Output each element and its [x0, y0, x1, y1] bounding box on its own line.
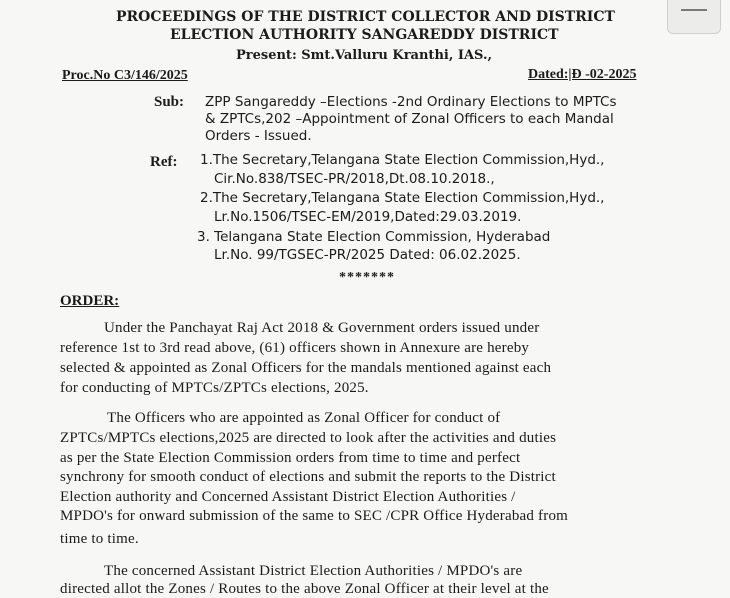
proceeding-number: Proc.No C3/146/2025: [62, 68, 188, 83]
header-line-2: ELECTION AUTHORITY SANGAREDDY DISTRICT: [170, 27, 559, 43]
paragraph-line: time to time.: [60, 531, 139, 547]
paragraph-line: Election authority and Concerned Assistant District Election Authorities /: [60, 489, 516, 505]
reference-line: 3. Telangana State Election Commission, Hyderabad: [197, 229, 551, 245]
paragraph-line: The concerned Assistant District Election Authorities / MPDO's are: [104, 563, 523, 579]
paragraph-line: selected & appointed as Zonal Officers for the mandals mentioned against each: [60, 360, 552, 376]
menu-icon: [681, 9, 707, 11]
reference-line: Cir.No.838/TSEC-PR/2018,Dt.08.10.2018.,: [214, 171, 495, 187]
reference-line: 2.The Secretary,Telangana State Election Commission,Hyd.,: [200, 190, 605, 206]
paragraph-line: The Officers who are appointed as Zonal Officer for conduct of: [107, 410, 501, 426]
subject-line: ZPP Sangareddy –Elections -2nd Ordinary Elections to MPTCs: [205, 94, 617, 110]
present-line: Present: Smt.Valluru Kranthi, IAS.,: [236, 48, 493, 63]
subject-line: Orders - Issued.: [205, 128, 312, 144]
subject-label: Sub:: [154, 94, 185, 110]
menu-button[interactable]: [667, 0, 721, 34]
reference-line: Lr.No. 99/TGSEC-PR/2025 Dated: 06.02.2025.: [214, 247, 521, 263]
paragraph-line: MPDO's for onward submission of the same to SEC /CPR Office Hyderabad from: [60, 508, 569, 524]
separator: *******: [339, 270, 395, 285]
reference-line: Lr.No.1506/TSEC-EM/2019,Dated:29.03.2019.: [214, 209, 522, 225]
paragraph-line: directed allot the Zones / Routes to the above Zonal Officer at their level at the: [60, 581, 549, 597]
paragraph-line: as per the State Election Commission orders from time to time and perfect: [60, 450, 521, 466]
order-heading: ORDER:: [60, 293, 120, 309]
reference-line: 1.The Secretary,Telangana State Election Commission,Hyd.,: [200, 152, 605, 168]
paragraph-line: Under the Panchayat Raj Act 2018 & Government orders issued under: [104, 320, 540, 336]
reference-label: Ref:: [150, 154, 178, 170]
header-line-1: PROCEEDINGS OF THE DISTRICT COLLECTOR AND DISTRICT: [116, 9, 615, 25]
subject-line: & ZPTCs,202 –Appointment of Zonal Officers to each Mandal: [205, 111, 614, 127]
paragraph-line: synchrony for smooth conduct of elections and submit the reports to the District: [60, 469, 556, 485]
paragraph-line: ZPTCs/MPTCs elections,2025 are directed to look after the activities and duties: [60, 430, 557, 446]
paragraph-line: reference 1st to 3rd read above, (61) officers shown in Annexure are hereby: [60, 340, 530, 356]
dated: Dated:|Ɖ -02-2025: [528, 67, 637, 82]
paragraph-line: for conducting of MPTCs/ZPTCs elections, 2025.: [60, 380, 369, 396]
